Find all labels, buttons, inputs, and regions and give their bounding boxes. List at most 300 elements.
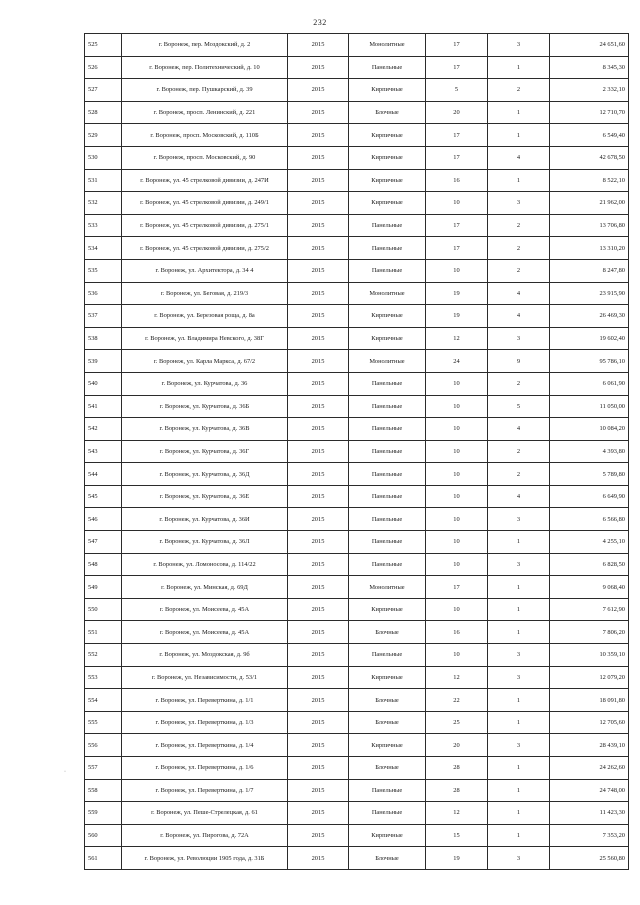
table-row [85,644,629,667]
row-entrances: 9 [488,350,550,373]
row-year: 2015 [288,79,349,102]
row-address: г. Воронеж, ул. Переверткина, д. 1/7 [122,779,288,802]
row-floors: 17 [426,124,488,147]
row-floors: 10 [426,531,488,554]
table-row [85,327,629,350]
row-address: г. Воронеж, ул. Пеше-Стрелецкая, д. 61 [122,802,288,825]
row-year: 2015 [288,34,349,57]
row-entrances: 1 [488,169,550,192]
row-floors: 19 [426,305,488,328]
row-floors: 10 [426,598,488,621]
row-year: 2015 [288,847,349,870]
row-address: г. Воронеж, просп. Московский, д. 90 [122,146,288,169]
row-floors: 10 [426,372,488,395]
table-row [85,734,629,757]
row-entrances: 3 [488,34,550,57]
row-year: 2015 [288,485,349,508]
row-building-type: Панельные [349,372,426,395]
table-row [85,553,629,576]
row-amount: 21 962,00 [550,192,629,215]
row-number: 539 [85,350,122,373]
row-number: 533 [85,214,122,237]
table-row [85,576,629,599]
row-floors: 10 [426,485,488,508]
row-year: 2015 [288,350,349,373]
margin-mark: · [64,769,66,775]
row-building-type: Панельные [349,440,426,463]
row-floors: 10 [426,418,488,441]
row-amount: 6 566,80 [550,508,629,531]
table-row [85,802,629,825]
row-address: г. Воронеж, ул. Архитектора, д. 34 4 [122,259,288,282]
row-number: 525 [85,34,122,57]
row-year: 2015 [288,508,349,531]
row-building-type: Панельные [349,56,426,79]
row-amount: 18 091,80 [550,689,629,712]
row-amount: 13 706,80 [550,214,629,237]
row-number: 559 [85,802,122,825]
row-number: 535 [85,259,122,282]
row-number: 554 [85,689,122,712]
row-year: 2015 [288,644,349,667]
row-amount: 12 079,20 [550,666,629,689]
row-number: 529 [85,124,122,147]
table-row [85,372,629,395]
row-building-type: Блочные [349,621,426,644]
table-row [85,847,629,870]
row-floors: 10 [426,395,488,418]
row-amount: 26 469,30 [550,305,629,328]
row-number: 548 [85,553,122,576]
row-number: 537 [85,305,122,328]
row-number: 527 [85,79,122,102]
row-entrances: 2 [488,372,550,395]
row-address: г. Воронеж, ул. 45 стрелковой дивизии, д. 247И [122,169,288,192]
row-amount: 9 068,40 [550,576,629,599]
row-entrances: 2 [488,237,550,260]
row-entrances: 3 [488,666,550,689]
row-entrances: 1 [488,124,550,147]
row-building-type: Панельные [349,779,426,802]
row-amount: 4 255,10 [550,531,629,554]
row-amount: 11 050,00 [550,395,629,418]
row-address: г. Воронеж, пер. Моздокский, д. 2 [122,34,288,57]
housing-register-table [84,33,629,870]
row-floors: 25 [426,711,488,734]
row-number: 551 [85,621,122,644]
row-number: 556 [85,734,122,757]
row-address: г. Воронеж, ул. Курчатова, д. 36В [122,418,288,441]
row-amount: 7 353,20 [550,824,629,847]
row-amount: 19 602,40 [550,327,629,350]
row-year: 2015 [288,463,349,486]
row-address: г. Воронеж, ул. Ломоносова, д. 114/22 [122,553,288,576]
row-building-type: Панельные [349,531,426,554]
row-entrances: 3 [488,327,550,350]
table-row [85,350,629,373]
row-entrances: 4 [488,305,550,328]
row-entrances: 3 [488,734,550,757]
row-address: г. Воронеж, ул. Курчатова, д. 36Д [122,463,288,486]
row-entrances: 2 [488,214,550,237]
row-year: 2015 [288,259,349,282]
table-row [85,824,629,847]
table-row [85,463,629,486]
row-year: 2015 [288,779,349,802]
row-floors: 12 [426,666,488,689]
row-address: г. Воронеж, ул. Моисеева, д. 45А [122,621,288,644]
row-floors: 22 [426,689,488,712]
row-entrances: 1 [488,56,550,79]
row-entrances: 1 [488,576,550,599]
row-year: 2015 [288,531,349,554]
table-row [85,237,629,260]
row-amount: 10 359,10 [550,644,629,667]
row-number: 542 [85,418,122,441]
row-amount: 23 915,90 [550,282,629,305]
row-amount: 8 247,80 [550,259,629,282]
row-number: 534 [85,237,122,260]
table-row [85,779,629,802]
row-building-type: Кирпичные [349,192,426,215]
row-entrances: 3 [488,508,550,531]
row-number: 546 [85,508,122,531]
row-year: 2015 [288,56,349,79]
row-address: г. Воронеж, ул. 45 стрелковой дивизии, д. 249/1 [122,192,288,215]
table-row [85,440,629,463]
row-address: г. Воронеж, ул. Беговая, д. 219/3 [122,282,288,305]
row-amount: 28 439,10 [550,734,629,757]
row-address: г. Воронеж, ул. Курчатова, д. 36 [122,372,288,395]
row-floors: 20 [426,101,488,124]
row-entrances: 4 [488,146,550,169]
row-address: г. Воронеж, ул. Переверткина, д. 1/4 [122,734,288,757]
row-address: г. Воронеж, ул. Минская, д. 69Д [122,576,288,599]
row-amount: 95 786,10 [550,350,629,373]
row-amount: 5 789,80 [550,463,629,486]
row-address: г. Воронеж, ул. Переверткина, д. 1/3 [122,711,288,734]
row-entrances: 4 [488,418,550,441]
row-year: 2015 [288,440,349,463]
row-number: 530 [85,146,122,169]
row-year: 2015 [288,598,349,621]
row-amount: 12 705,60 [550,711,629,734]
row-year: 2015 [288,418,349,441]
table-row [85,621,629,644]
row-floors: 19 [426,282,488,305]
row-year: 2015 [288,553,349,576]
row-building-type: Панельные [349,485,426,508]
row-number: 560 [85,824,122,847]
row-year: 2015 [288,305,349,328]
row-floors: 16 [426,621,488,644]
row-address: г. Воронеж, ул. Курчатова, д. 36Е [122,485,288,508]
row-entrances: 5 [488,395,550,418]
row-entrances: 3 [488,847,550,870]
row-year: 2015 [288,689,349,712]
row-building-type: Кирпичные [349,327,426,350]
row-floors: 10 [426,259,488,282]
row-year: 2015 [288,192,349,215]
row-floors: 10 [426,440,488,463]
row-number: 538 [85,327,122,350]
row-floors: 10 [426,192,488,215]
row-year: 2015 [288,169,349,192]
row-building-type: Блочные [349,101,426,124]
row-address: г. Воронеж, ул. Курчатова, д. 36Б [122,395,288,418]
row-amount: 13 310,20 [550,237,629,260]
row-amount: 6 649,90 [550,485,629,508]
row-amount: 2 332,10 [550,79,629,102]
row-entrances: 1 [488,621,550,644]
row-year: 2015 [288,802,349,825]
row-number: 526 [85,56,122,79]
row-entrances: 1 [488,598,550,621]
row-floors: 17 [426,576,488,599]
row-building-type: Панельные [349,644,426,667]
row-number: 532 [85,192,122,215]
row-building-type: Блочные [349,757,426,780]
row-number: 536 [85,282,122,305]
table-row [85,666,629,689]
row-entrances: 4 [488,485,550,508]
row-building-type: Панельные [349,237,426,260]
table-row [85,485,629,508]
table-row [85,124,629,147]
row-building-type: Монолитные [349,34,426,57]
row-address: г. Воронеж, пер. Пушкарский, д. 39 [122,79,288,102]
row-year: 2015 [288,214,349,237]
row-building-type: Панельные [349,508,426,531]
row-building-type: Панельные [349,463,426,486]
row-address: г. Воронеж, ул. Березовая роща, д. 8а [122,305,288,328]
row-floors: 28 [426,779,488,802]
housing-register-body [85,34,629,870]
row-building-type: Монолитные [349,282,426,305]
row-number: 553 [85,666,122,689]
page-number: 232 [313,18,327,27]
row-entrances: 1 [488,689,550,712]
row-building-type: Блочные [349,711,426,734]
row-amount: 8 522,10 [550,169,629,192]
row-entrances: 2 [488,463,550,486]
row-year: 2015 [288,372,349,395]
row-building-type: Кирпичные [349,305,426,328]
row-floors: 17 [426,237,488,260]
row-floors: 17 [426,34,488,57]
row-amount: 8 345,30 [550,56,629,79]
row-address: г. Воронеж, просп. Московский, д. 110Б [122,124,288,147]
row-floors: 5 [426,79,488,102]
row-entrances: 3 [488,553,550,576]
row-address: г. Воронеж, ул. Пирогова, д. 72А [122,824,288,847]
row-building-type: Кирпичные [349,79,426,102]
row-address: г. Воронеж, ул. Моздокская, д. 9б [122,644,288,667]
row-floors: 10 [426,508,488,531]
row-number: 543 [85,440,122,463]
row-year: 2015 [288,824,349,847]
row-floors: 12 [426,802,488,825]
table-row [85,418,629,441]
row-floors: 10 [426,463,488,486]
row-number: 549 [85,576,122,599]
row-year: 2015 [288,282,349,305]
row-building-type: Монолитные [349,350,426,373]
row-year: 2015 [288,734,349,757]
row-floors: 10 [426,644,488,667]
row-building-type: Кирпичные [349,169,426,192]
row-amount: 6 061,90 [550,372,629,395]
row-building-type: Кирпичные [349,734,426,757]
row-address: г. Воронеж, ул. Переверткина, д. 1/1 [122,689,288,712]
row-number: 557 [85,757,122,780]
row-entrances: 1 [488,824,550,847]
row-year: 2015 [288,621,349,644]
table-row [85,711,629,734]
row-amount: 7 806,20 [550,621,629,644]
row-floors: 19 [426,847,488,870]
row-building-type: Панельные [349,553,426,576]
row-floors: 24 [426,350,488,373]
table-row [85,146,629,169]
row-entrances: 4 [488,282,550,305]
table-row [85,101,629,124]
row-amount: 7 612,90 [550,598,629,621]
row-entrances: 3 [488,192,550,215]
row-building-type: Кирпичные [349,124,426,147]
row-amount: 6 828,50 [550,553,629,576]
row-number: 528 [85,101,122,124]
row-year: 2015 [288,757,349,780]
row-building-type: Панельные [349,395,426,418]
row-building-type: Блочные [349,689,426,712]
row-floors: 28 [426,757,488,780]
row-address: г. Воронеж, ул. Независимости, д. 53/1 [122,666,288,689]
row-number: 558 [85,779,122,802]
row-address: г. Воронеж, просп. Ленинский, д. 221 [122,101,288,124]
row-entrances: 1 [488,779,550,802]
row-building-type: Монолитные [349,576,426,599]
row-floors: 10 [426,553,488,576]
row-number: 561 [85,847,122,870]
row-amount: 4 393,80 [550,440,629,463]
row-number: 531 [85,169,122,192]
row-building-type: Панельные [349,214,426,237]
table-row [85,192,629,215]
row-year: 2015 [288,666,349,689]
row-year: 2015 [288,101,349,124]
row-address: г. Воронеж, ул. Переверткина, д. 1/6 [122,757,288,780]
row-address: г. Воронеж, ул. Моисеева, д. 45А [122,598,288,621]
row-amount: 24 262,60 [550,757,629,780]
table-row [85,531,629,554]
row-entrances: 1 [488,711,550,734]
row-amount: 24 651,60 [550,34,629,57]
row-amount: 12 710,70 [550,101,629,124]
table-row [85,689,629,712]
table-row [85,282,629,305]
row-entrances: 2 [488,440,550,463]
row-building-type: Панельные [349,802,426,825]
row-building-type: Кирпичные [349,666,426,689]
row-number: 547 [85,531,122,554]
row-floors: 16 [426,169,488,192]
row-floors: 17 [426,214,488,237]
row-amount: 11 423,30 [550,802,629,825]
row-floors: 12 [426,327,488,350]
row-entrances: 2 [488,79,550,102]
row-number: 555 [85,711,122,734]
row-entrances: 1 [488,101,550,124]
table-row [85,305,629,328]
row-number: 541 [85,395,122,418]
table-row [85,598,629,621]
row-number: 540 [85,372,122,395]
row-address: г. Воронеж, ул. Карла Маркса, д. 67/2 [122,350,288,373]
row-amount: 42 678,50 [550,146,629,169]
row-floors: 17 [426,146,488,169]
row-year: 2015 [288,711,349,734]
row-floors: 17 [426,56,488,79]
row-building-type: Кирпичные [349,146,426,169]
row-entrances: 1 [488,757,550,780]
row-amount: 10 084,20 [550,418,629,441]
table-row [85,34,629,57]
row-year: 2015 [288,327,349,350]
row-building-type: Панельные [349,418,426,441]
row-entrances: 3 [488,644,550,667]
row-floors: 15 [426,824,488,847]
table-row [85,259,629,282]
row-year: 2015 [288,124,349,147]
row-number: 552 [85,644,122,667]
row-building-type: Кирпичные [349,824,426,847]
row-building-type: Кирпичные [349,598,426,621]
table-row [85,214,629,237]
row-floors: 20 [426,734,488,757]
row-entrances: 1 [488,531,550,554]
row-number: 544 [85,463,122,486]
row-amount: 25 560,80 [550,847,629,870]
row-address: г. Воронеж, ул. Курчатова, д. 36Г [122,440,288,463]
row-address: г. Воронеж, ул. Революции 1905 года, д. 31Б [122,847,288,870]
row-number: 550 [85,598,122,621]
table-row [85,169,629,192]
table-row [85,508,629,531]
row-year: 2015 [288,395,349,418]
row-year: 2015 [288,146,349,169]
row-year: 2015 [288,237,349,260]
row-building-type: Панельные [349,259,426,282]
row-amount: 6 549,40 [550,124,629,147]
row-number: 545 [85,485,122,508]
table-row [85,56,629,79]
row-address: г. Воронеж, пер. Политехнический, д. 10 [122,56,288,79]
row-amount: 24 748,00 [550,779,629,802]
table-row [85,757,629,780]
row-entrances: 1 [488,802,550,825]
row-address: г. Воронеж, ул. Владимира Невского, д. 38Г [122,327,288,350]
row-address: г. Воронеж, ул. 45 стрелковой дивизии, д. 275/2 [122,237,288,260]
row-building-type: Блочные [349,847,426,870]
table-row [85,395,629,418]
row-entrances: 2 [488,259,550,282]
row-year: 2015 [288,576,349,599]
row-address: г. Воронеж, ул. 45 стрелковой дивизии, д. 275/1 [122,214,288,237]
row-address: г. Воронеж, ул. Курчатова, д. 36Л [122,531,288,554]
table-row [85,79,629,102]
row-address: г. Воронеж, ул. Курчатова, д. 36И [122,508,288,531]
